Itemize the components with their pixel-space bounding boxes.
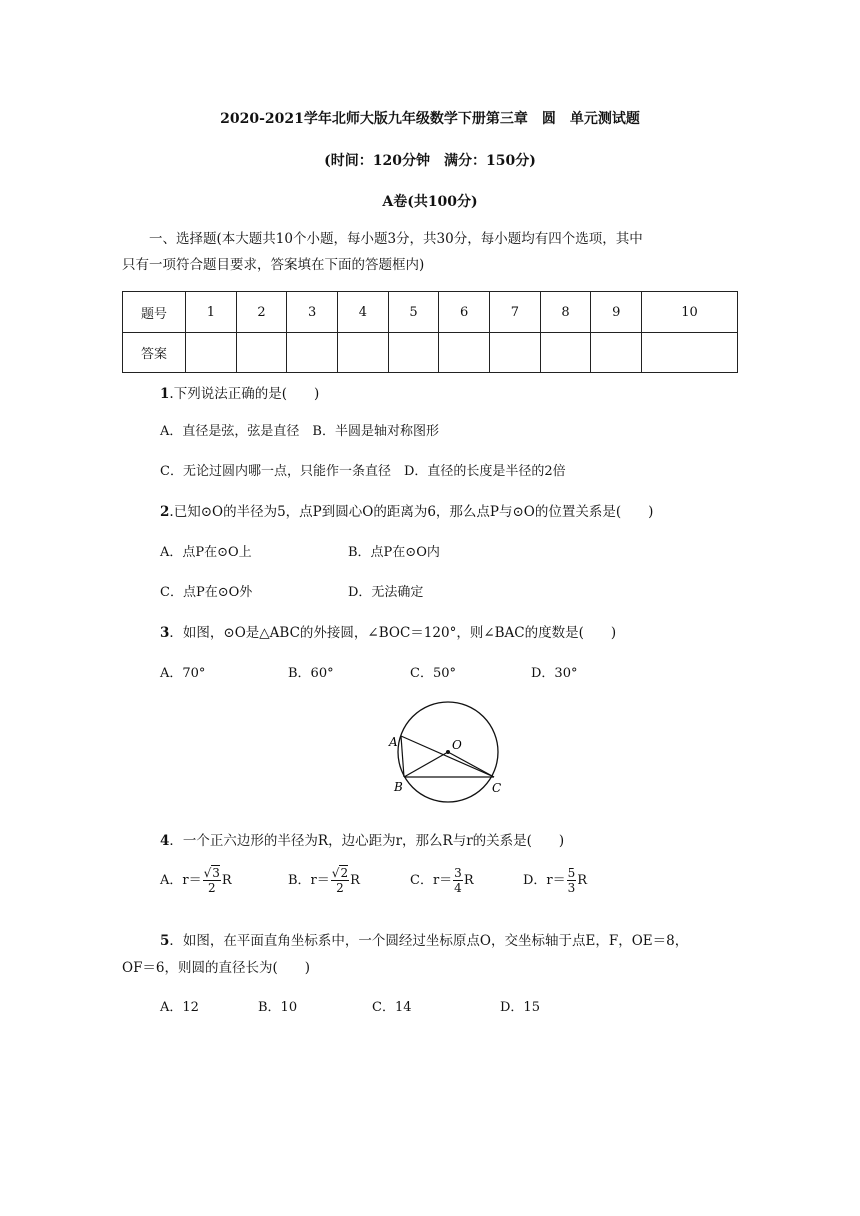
question-3-option-c: C．50° — [410, 666, 456, 681]
question-2-option-d: D．无法确定 — [348, 585, 424, 600]
segment-ob — [404, 752, 448, 777]
question-2-option-b: B．点P在⊙O内 — [348, 545, 440, 560]
question-4-option-c: C．r＝ $\frac{3}{4}$ R — [410, 866, 474, 895]
answer-cell[interactable] — [338, 333, 389, 373]
fraction: $\frac{√2}{2}$ — [331, 866, 349, 895]
answer-cell[interactable] — [287, 333, 338, 373]
question-3-stem: 3．如图，⊙O是△ABC的外接圆，∠BOC＝120°，则∠BAC的度数是( ) — [160, 625, 617, 641]
question-number-cell: 9 — [591, 292, 642, 333]
label-a: A — [389, 735, 398, 749]
fraction: $\frac{5}{3}$ — [567, 866, 576, 895]
instructions-line-2: 只有一项符合题目要求，答案填在下面的答题框内) — [122, 257, 425, 273]
answer-table-row-label: 答案 — [123, 333, 186, 373]
question-number-cell: 2 — [236, 292, 287, 333]
question-5-option-d: D．15 — [500, 1000, 540, 1015]
question-1-stem: 1.下列说法正确的是( ) — [160, 386, 320, 402]
answer-table-number-row — [123, 292, 738, 333]
question-1-options-cd: C．无论过圆内哪一点，只能作一条直径 D．直径的长度是半径的2倍 — [160, 464, 566, 479]
question-number-cell: 5 — [388, 292, 439, 333]
answer-table-answer-row — [123, 333, 738, 373]
section-heading: A卷(共100分) — [382, 194, 478, 210]
answer-cell[interactable] — [591, 333, 642, 373]
question-number-cell: 6 — [439, 292, 490, 333]
question-number-cell: 7 — [490, 292, 541, 333]
question-number: 3 — [160, 625, 170, 641]
instructions-line-1: 一、选择题(本大题共10个小题，每小题3分，共30分，每小题均有四个选项，其中 — [149, 231, 643, 247]
label-b: B — [394, 780, 403, 794]
question-number-cell: 8 — [540, 292, 591, 333]
answer-cell[interactable] — [439, 333, 490, 373]
question-3-option-d: D．30° — [531, 666, 578, 681]
question-number: 5 — [160, 933, 170, 949]
question-2-option-a: A．点P在⊙O上 — [160, 545, 252, 560]
question-number-cell: 3 — [287, 292, 338, 333]
question-number: 2 — [160, 504, 170, 520]
question-4-option-b: B．r＝ $\frac{√2}{2}$ R — [288, 866, 360, 895]
answer-cell[interactable] — [236, 333, 287, 373]
question-number-cell: 1 — [186, 292, 237, 333]
answer-table-row-label: 题号 — [123, 292, 186, 333]
answer-cell[interactable] — [540, 333, 591, 373]
circle-triangle-figure — [380, 700, 510, 810]
answer-table — [122, 291, 738, 373]
question-number: 1 — [160, 386, 170, 402]
label-o: O — [452, 738, 462, 752]
segment-oc — [448, 752, 494, 777]
question-number-cell: 4 — [338, 292, 389, 333]
question-number: 4 — [160, 833, 170, 849]
question-4-stem: 4．一个正六边形的半径为R，边心距为r，那么R与r的关系是( ) — [160, 833, 565, 849]
question-5-option-b: B．10 — [258, 1000, 298, 1015]
section-instructions — [122, 226, 742, 278]
center-point — [446, 750, 450, 754]
exam-time-info: (时间：120分钟 满分：150分) — [324, 153, 536, 169]
question-5-stem-line-1: 5．如图，在平面直角坐标系中，一个圆经过坐标原点O，交坐标轴于点E，F，OE＝8， — [160, 933, 689, 949]
question-number-cell: 10 — [642, 292, 738, 333]
answer-cell[interactable] — [642, 333, 738, 373]
answer-cell[interactable] — [186, 333, 237, 373]
question-3-option-b: B．60° — [288, 666, 334, 681]
question-1-options-ab: A．直径是弦，弦是直径 B．半圆是轴对称图形 — [160, 424, 439, 439]
question-5-option-c: C．14 — [372, 1000, 412, 1015]
question-5-option-a: A．12 — [160, 1000, 199, 1015]
question-3-option-a: A．70° — [160, 666, 206, 681]
question-2-stem: 2.已知⊙O的半径为5，点P到圆心O的距离为6，那么点P与⊙O的位置关系是( ) — [160, 504, 654, 520]
fraction: $\frac{√3}{2}$ — [203, 866, 220, 895]
label-c: C — [492, 781, 502, 795]
fraction: $\frac{3}{4}$ — [454, 866, 462, 895]
page-title: 2020-2021学年北师大版九年级数学下册第三章 圆 单元测试题 — [220, 111, 640, 127]
question-5-stem-line-2: OF＝6，则圆的直径长为( ) — [122, 960, 311, 976]
question-4-option-d: D．r＝ $\frac{5}{3}$ R — [523, 866, 588, 895]
answer-cell[interactable] — [388, 333, 439, 373]
answer-cell[interactable] — [490, 333, 541, 373]
question-2-option-c: C．点P在⊙O外 — [160, 585, 253, 600]
question-4-option-a: A．r＝ $\frac{√3}{2}$ R — [160, 866, 232, 895]
